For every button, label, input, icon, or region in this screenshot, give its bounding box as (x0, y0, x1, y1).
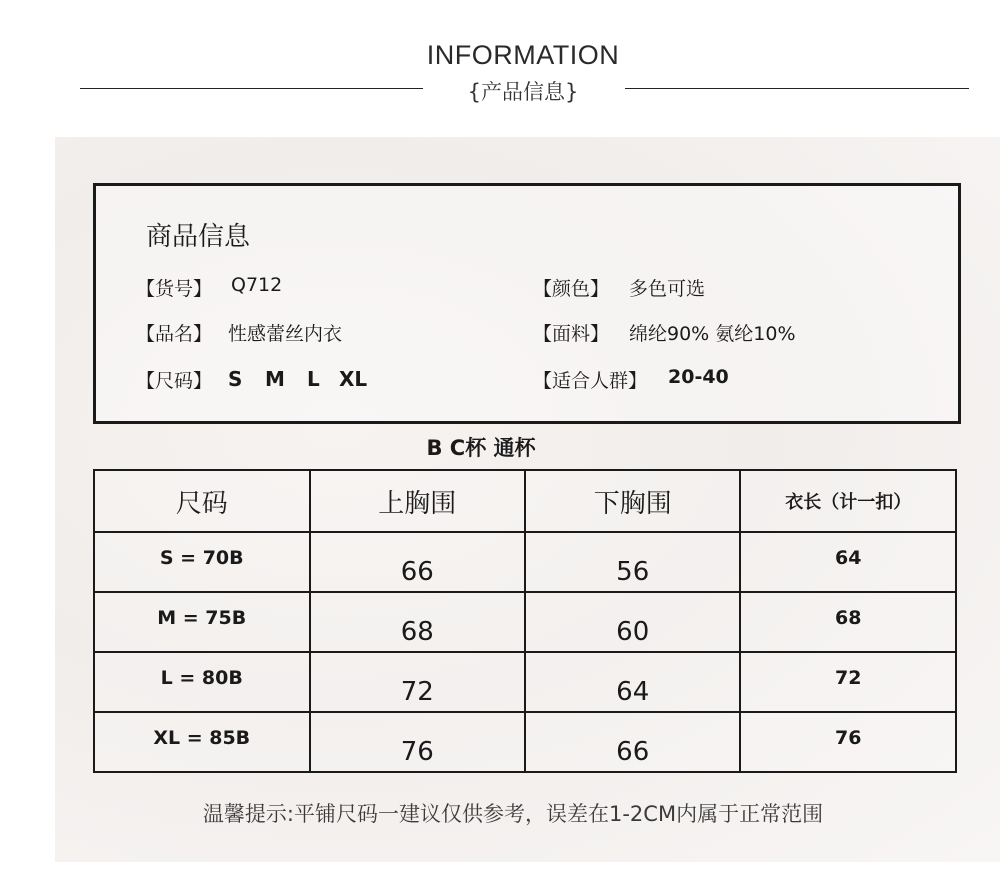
age-label: 【适合人群】 (533, 370, 648, 392)
size-option-l: L (307, 367, 320, 391)
size-option-xl: XL (339, 367, 368, 391)
color-label: 【颜色】 (533, 278, 610, 300)
table-row (94, 712, 956, 772)
section-header (0, 0, 1000, 120)
length-cell: 72 (740, 652, 956, 712)
item-no-value: Q712 (231, 274, 283, 296)
upper-bust-cell: 66 (310, 532, 525, 592)
measurement-note: 温馨提示:平铺尺码一建议仅供参考，误差在1-2CM内属于正常范围 (202, 802, 824, 826)
header-size: 尺码 (94, 470, 310, 532)
under-bust-cell: 60 (525, 592, 740, 652)
size-option-s: S (228, 367, 243, 391)
table-row (94, 652, 956, 712)
cup-title: B C杯 通杯 (426, 436, 536, 460)
item-no-label: 【货号】 (136, 278, 213, 300)
size-cell: S = 70B (94, 532, 310, 592)
length-cell: 68 (740, 592, 956, 652)
under-bust-cell: 56 (525, 532, 740, 592)
header-length: 衣长（计一扣） (740, 470, 956, 532)
fabric-value: 绵纶90% 氨纶10% (629, 323, 796, 345)
length-cell: 64 (740, 532, 956, 592)
table-row (94, 532, 956, 592)
table-row (94, 592, 956, 652)
product-info-title: 商品信息 (146, 222, 251, 252)
length-cell: 76 (740, 712, 956, 772)
table-header-row (94, 470, 956, 532)
header-under-bust: 下胸围 (525, 470, 740, 532)
color-value: 多色可选 (629, 278, 706, 300)
header-upper-bust: 上胸围 (310, 470, 525, 532)
product-info-box (93, 183, 961, 424)
under-bust-cell: 66 (525, 712, 740, 772)
size-label: 【尺码】 (136, 370, 213, 392)
size-option-m: M (265, 367, 285, 391)
upper-bust-cell: 76 (310, 712, 525, 772)
size-chart-table (93, 469, 957, 773)
header-subtitle: {产品信息} (467, 80, 579, 104)
size-cell: M = 75B (94, 592, 310, 652)
size-options (228, 367, 367, 391)
product-name-value: 性感蕾丝内衣 (228, 323, 343, 345)
fabric-label: 【面料】 (533, 323, 610, 345)
upper-bust-cell: 68 (310, 592, 525, 652)
size-cell: L = 80B (94, 652, 310, 712)
header-title: INFORMATION (426, 40, 620, 70)
size-cell: XL = 85B (94, 712, 310, 772)
upper-bust-cell: 72 (310, 652, 525, 712)
product-name-label: 【品名】 (136, 323, 213, 345)
under-bust-cell: 64 (525, 652, 740, 712)
age-value: 20-40 (668, 366, 729, 388)
